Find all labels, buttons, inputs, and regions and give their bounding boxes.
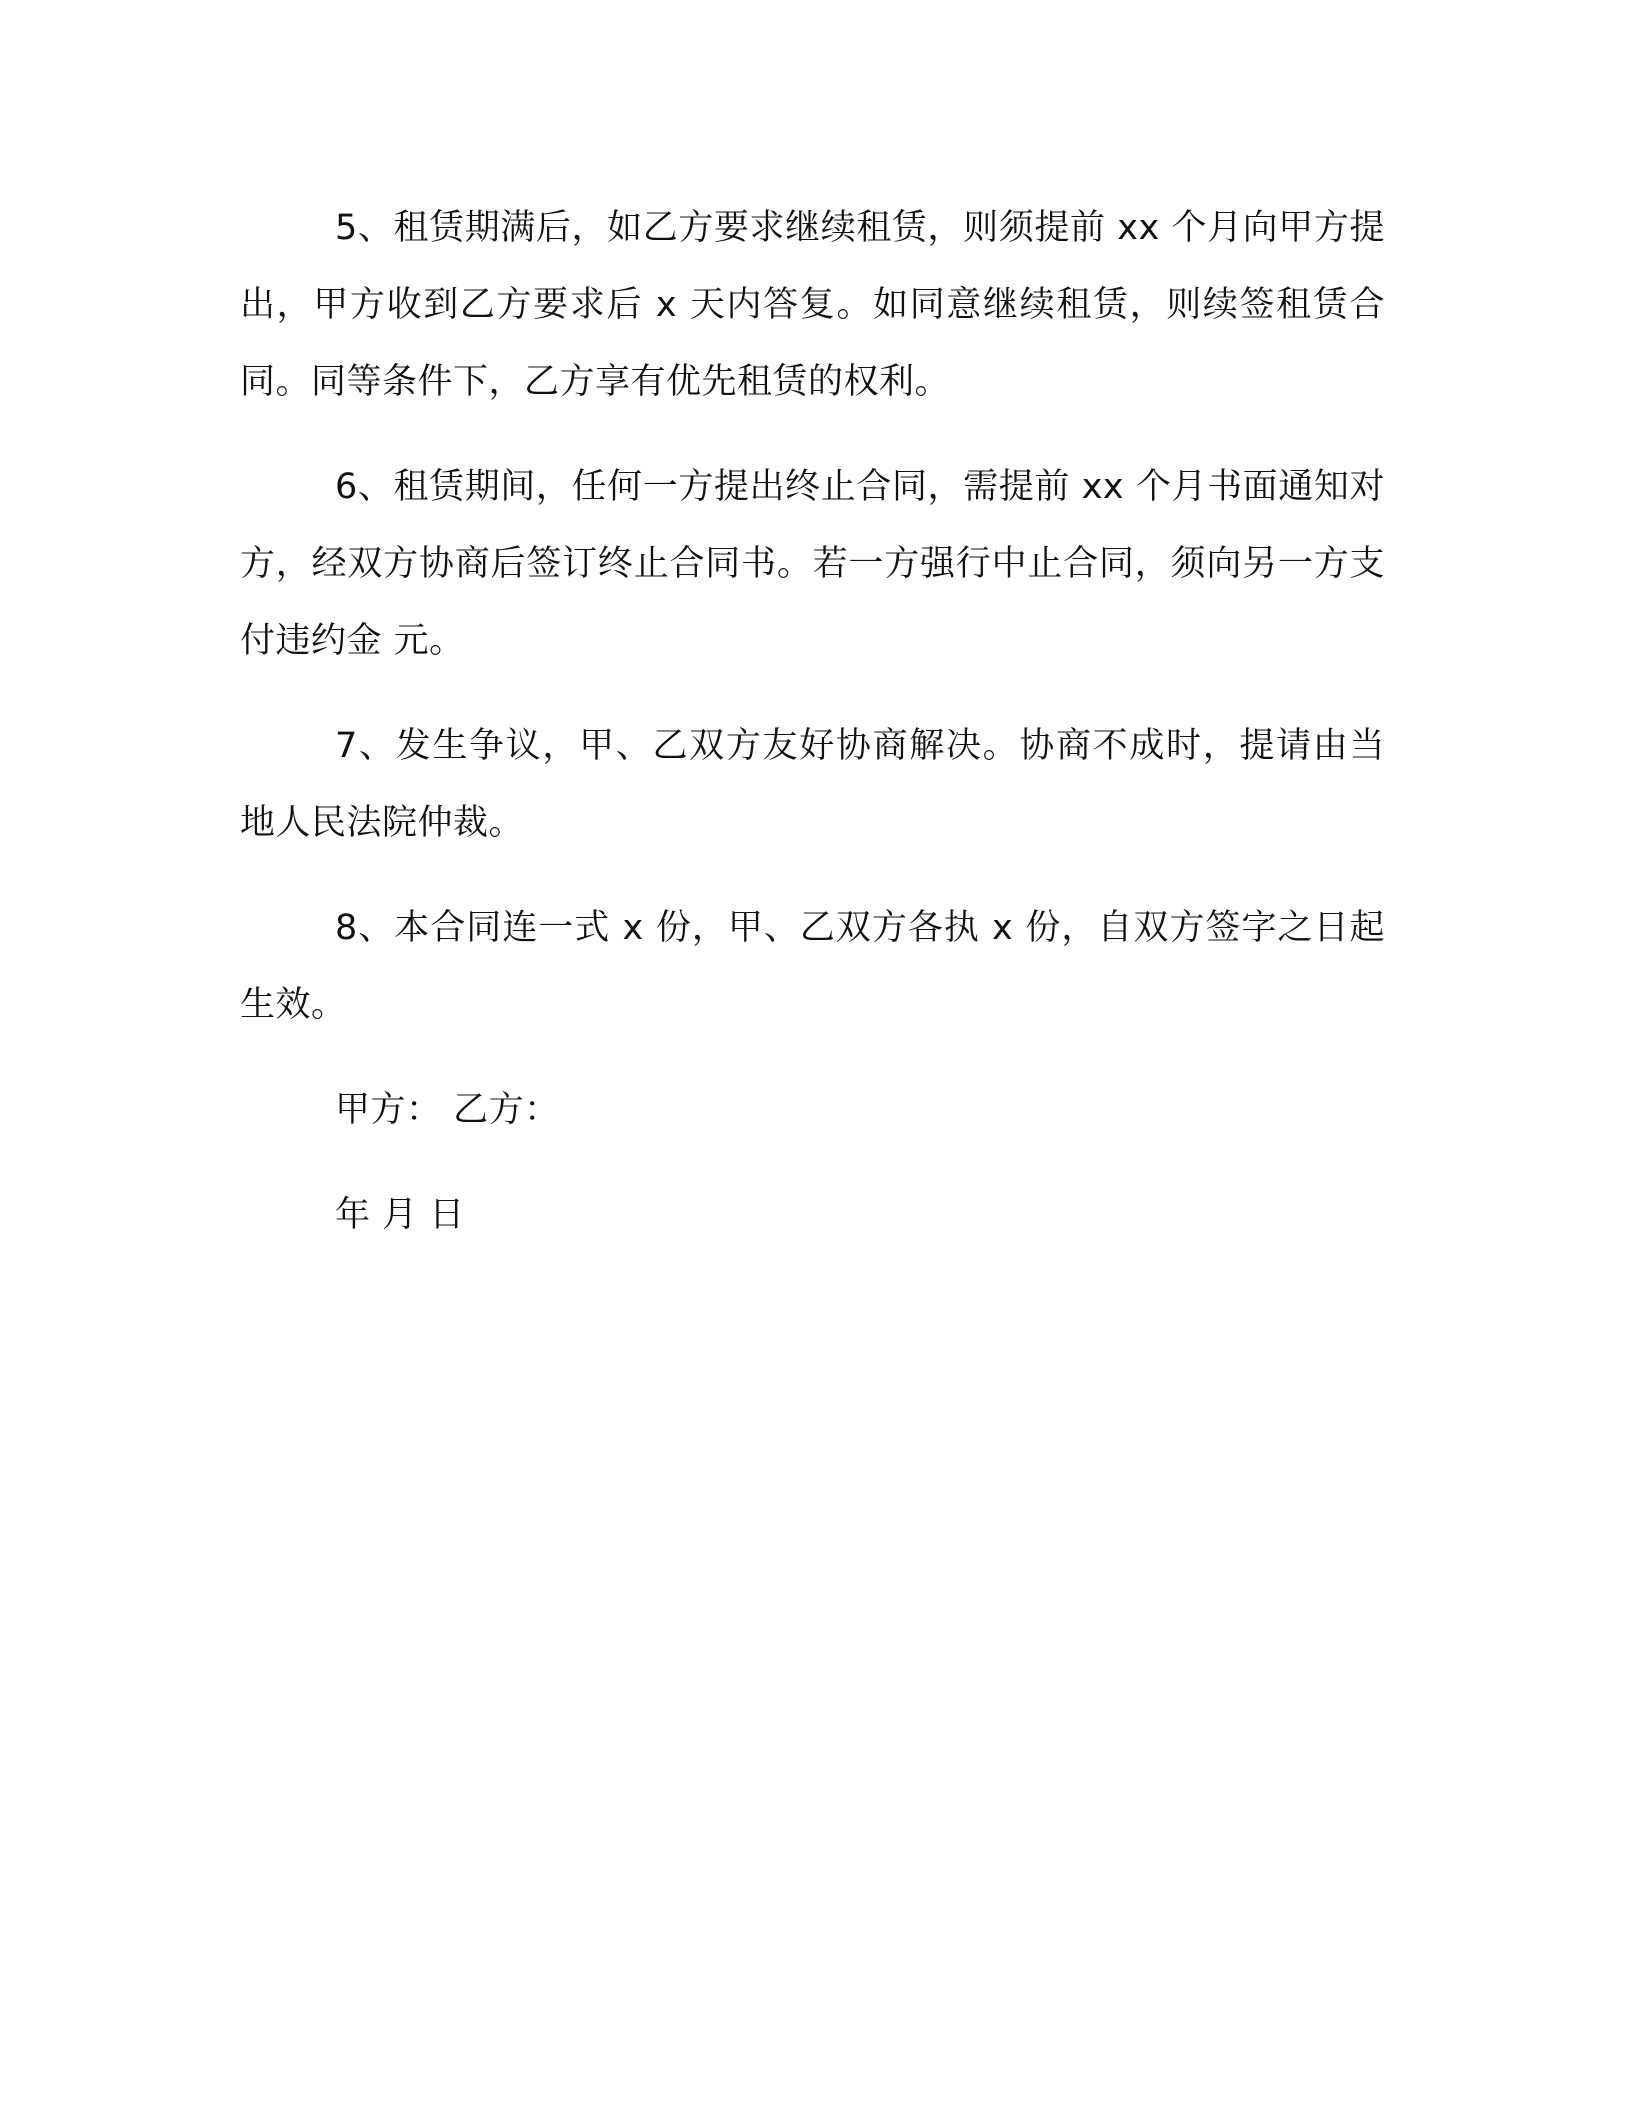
clause-5: 5、租赁期满后，如乙方要求继续租赁，则须提前 xx 个月向甲方提出，甲方收到乙方要求后 x 天内答复。如同意继续租赁，则续签租赁合同。同等条件下，乙方享有优先租赁的权利。: [240, 208, 1385, 402]
signature-line: 甲方： 乙方：: [335, 1090, 560, 1130]
date-line: 年 月 日: [335, 1195, 465, 1235]
clause-7: 7、发生争议，甲、乙双方友好协商解决。协商不成时，提请由当地人民法院仲裁。: [240, 726, 1385, 843]
document-page: [240, 190, 1385, 1282]
clause-6: 6、租赁期间，任何一方提出终止合同，需提前 xx 个月书面通知对方，经双方协商后签订终止合同书。若一方强行中止合同，须向另一方支付违约金 元。: [240, 467, 1385, 661]
clause-8: 8、本合同连一式 x 份，甲、乙双方各执 x 份，自双方签字之日起生效。: [240, 908, 1385, 1025]
